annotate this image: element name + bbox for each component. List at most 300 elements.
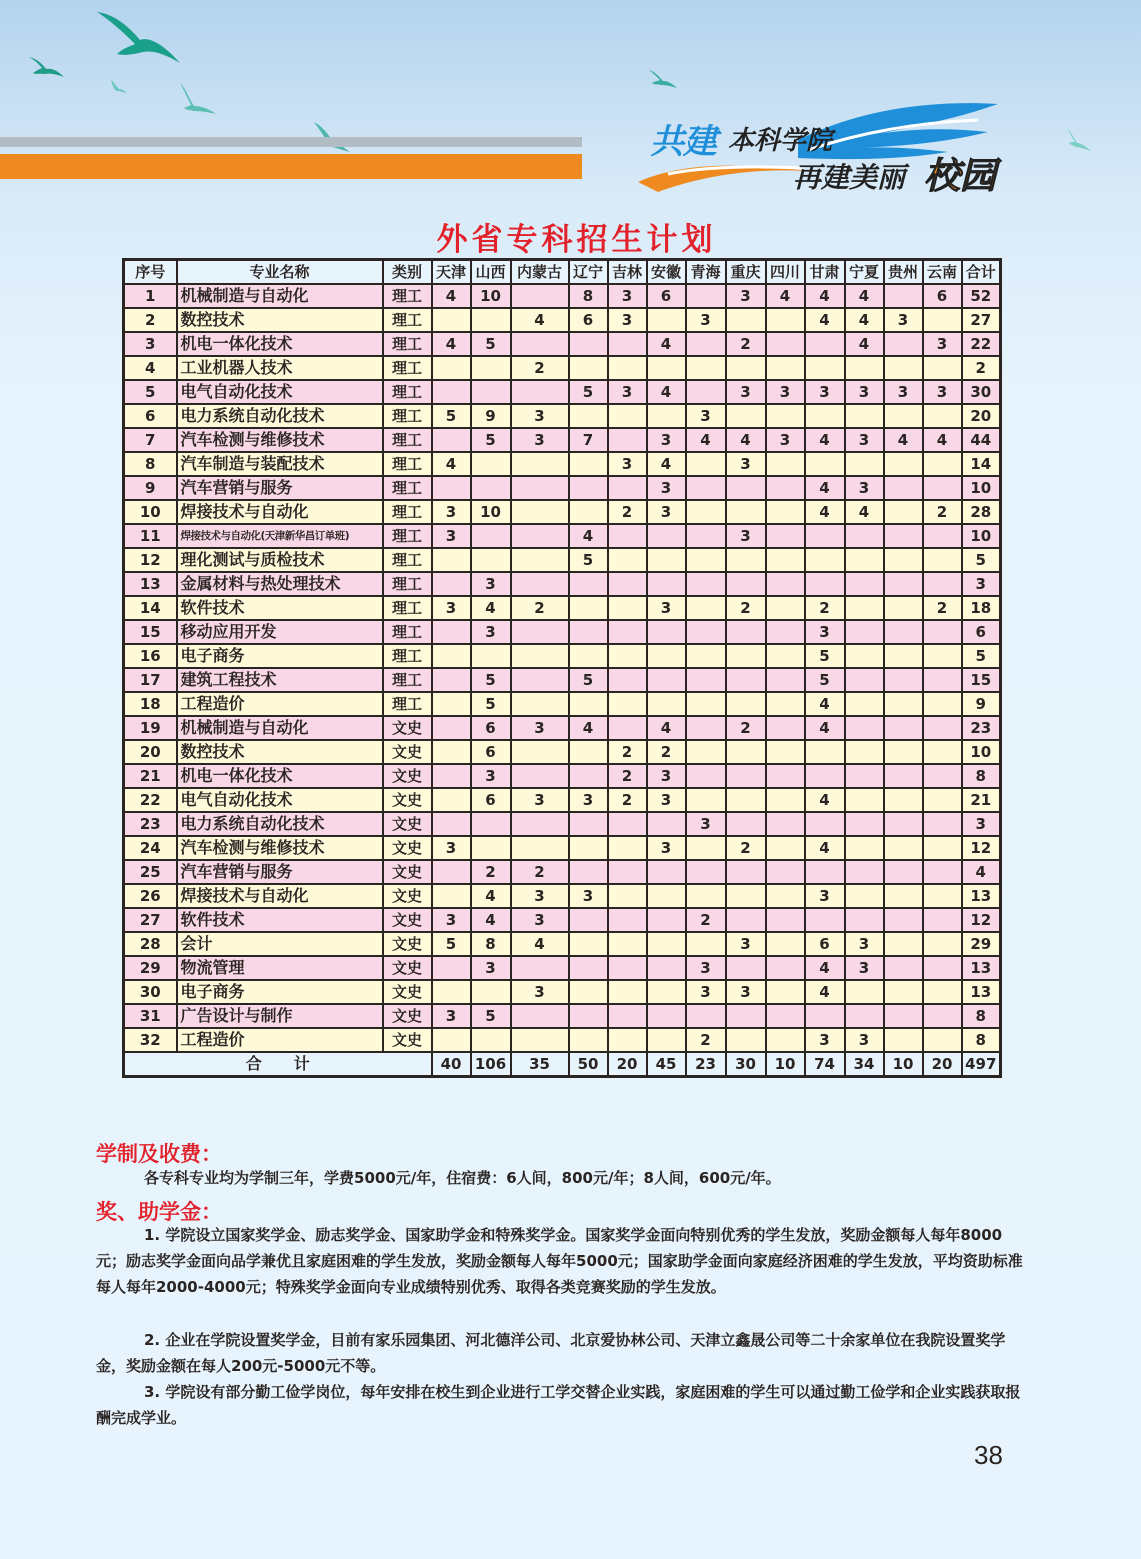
quota-cell [511,332,569,356]
column-header: 四川 [766,260,805,285]
quota-cell [608,476,647,500]
quota-cell [923,668,962,692]
quota-cell [766,452,805,476]
quota-cell: 5 [805,644,845,668]
major-name-cell: 金属材料与热处理技术 [177,572,383,596]
quota-cell [569,644,608,668]
quota-cell: 4 [805,500,845,524]
quota-cell: 3 [511,884,569,908]
quota-cell: 2 [647,740,686,764]
column-total-cell: 10 [884,1052,923,1077]
quota-cell: 3 [686,980,726,1004]
row-total-cell: 5 [962,548,1001,572]
quota-cell [432,308,471,332]
quota-cell [686,764,726,788]
quota-cell [884,332,923,356]
row-total-cell: 6 [962,620,1001,644]
quota-cell [647,356,686,380]
row-number-cell: 2 [124,308,177,332]
quota-cell: 5 [471,428,511,452]
logo-accent-text-2: 校园 [924,156,997,197]
quota-cell: 4 [845,284,884,308]
table-row [124,644,1001,668]
quota-cell [686,284,726,308]
row-number-cell: 17 [124,668,177,692]
column-total-cell: 10 [766,1052,805,1077]
quota-cell [766,980,805,1004]
category-cell: 理工 [383,620,432,644]
category-cell: 文史 [383,980,432,1004]
table-row [124,980,1001,1004]
quota-cell: 10 [471,500,511,524]
quota-cell [766,668,805,692]
quota-cell [569,332,608,356]
quota-cell [923,644,962,668]
column-header: 序号 [124,260,177,285]
quota-cell [471,356,511,380]
quota-cell: 2 [511,860,569,884]
quota-cell [608,812,647,836]
quota-cell: 3 [923,332,962,356]
quota-cell [766,620,805,644]
row-number-cell: 13 [124,572,177,596]
quota-cell [647,956,686,980]
column-total-cell: 50 [569,1052,608,1077]
quota-cell [608,620,647,644]
quota-cell [845,740,884,764]
quota-cell [766,500,805,524]
quota-cell [471,644,511,668]
quota-cell [511,812,569,836]
table-row [124,1004,1001,1028]
row-total-cell: 12 [962,908,1001,932]
category-cell: 理工 [383,332,432,356]
quota-cell [686,332,726,356]
quota-cell [726,356,766,380]
major-name-cell: 工程造价 [177,692,383,716]
quota-cell [647,1004,686,1028]
row-total-cell: 10 [962,476,1001,500]
quota-cell: 3 [845,932,884,956]
row-total-cell: 14 [962,452,1001,476]
seagull-icon [1065,125,1093,153]
quota-cell: 4 [511,932,569,956]
quota-cell [805,860,845,884]
major-name-cell: 汽车营销与服务 [177,476,383,500]
quota-cell: 3 [884,308,923,332]
row-number-cell: 11 [124,524,177,548]
table-row [124,788,1001,812]
quota-cell [647,932,686,956]
quota-cell: 2 [608,500,647,524]
category-cell: 理工 [383,524,432,548]
quota-cell [726,308,766,332]
quota-cell [845,596,884,620]
major-name-cell: 建筑工程技术 [177,668,383,692]
quota-cell: 3 [432,500,471,524]
quota-cell: 3 [511,428,569,452]
table-row [124,932,1001,956]
quota-cell [845,620,884,644]
logo-accent-text-1: 共建 [650,122,716,162]
quota-cell [511,380,569,404]
quota-cell [726,620,766,644]
quota-cell: 5 [569,548,608,572]
quota-cell [884,572,923,596]
quota-cell [511,620,569,644]
column-total-cell: 497 [962,1052,1001,1077]
quota-cell: 3 [805,884,845,908]
quota-cell [511,548,569,572]
quota-cell [884,860,923,884]
category-cell: 文史 [383,836,432,860]
quota-cell: 2 [686,1028,726,1052]
quota-cell: 2 [686,908,726,932]
quota-cell: 6 [923,284,962,308]
quota-cell [432,476,471,500]
quota-cell [923,932,962,956]
quota-cell [923,956,962,980]
quota-cell: 2 [608,788,647,812]
major-name-cell: 汽车检测与维修技术 [177,428,383,452]
quota-cell: 4 [805,788,845,812]
quota-cell: 3 [686,308,726,332]
quota-cell: 2 [511,596,569,620]
quota-cell: 5 [569,668,608,692]
quota-cell [647,572,686,596]
table-row [124,284,1001,308]
quota-cell [511,836,569,860]
quota-cell [647,620,686,644]
major-name-cell: 会计 [177,932,383,956]
quota-cell [686,524,726,548]
quota-cell: 3 [845,380,884,404]
quota-cell: 2 [726,596,766,620]
quota-cell: 8 [569,284,608,308]
quota-cell [569,764,608,788]
quota-cell: 2 [608,740,647,764]
quota-cell [686,668,726,692]
row-number-cell: 32 [124,1028,177,1052]
quota-cell [686,596,726,620]
quota-cell: 3 [471,956,511,980]
quota-cell [569,836,608,860]
quota-cell [608,644,647,668]
quota-cell [511,668,569,692]
major-name-cell: 理化测试与质检技术 [177,548,383,572]
quota-cell [923,476,962,500]
table-row [124,908,1001,932]
quota-cell: 4 [845,308,884,332]
quota-cell [432,644,471,668]
quota-cell: 6 [471,740,511,764]
table-row [124,572,1001,596]
quota-cell: 3 [726,380,766,404]
quota-cell [511,452,569,476]
quota-cell: 3 [471,620,511,644]
quota-cell: 4 [647,380,686,404]
quota-cell [432,356,471,380]
quota-cell [471,548,511,572]
row-number-cell: 20 [124,740,177,764]
column-header: 合计 [962,260,1001,285]
quota-cell [432,668,471,692]
quota-cell: 4 [511,308,569,332]
quota-cell [686,548,726,572]
row-number-cell: 24 [124,836,177,860]
row-total-cell: 15 [962,668,1001,692]
quota-cell [805,812,845,836]
quota-cell [432,572,471,596]
category-cell: 理工 [383,476,432,500]
quota-cell: 3 [884,380,923,404]
quota-cell [686,716,726,740]
row-number-cell: 14 [124,596,177,620]
quota-cell [608,572,647,596]
quota-cell [766,1004,805,1028]
quota-cell: 5 [805,668,845,692]
row-number-cell: 28 [124,932,177,956]
quota-cell [471,476,511,500]
row-total-cell: 44 [962,428,1001,452]
column-header: 专业名称 [177,260,383,285]
quota-cell [845,644,884,668]
total-label: 合 计 [124,1052,432,1077]
column-header: 青海 [686,260,726,285]
major-name-cell: 广告设计与制作 [177,1004,383,1028]
quota-cell: 5 [471,332,511,356]
row-number-cell: 31 [124,1004,177,1028]
table-row [124,740,1001,764]
quota-cell [608,428,647,452]
quota-cell [923,884,962,908]
quota-cell [766,356,805,380]
quota-cell [686,476,726,500]
column-total-cell: 74 [805,1052,845,1077]
row-total-cell: 3 [962,812,1001,836]
quota-cell [884,836,923,860]
row-total-cell: 13 [962,980,1001,1004]
quota-cell: 3 [805,1028,845,1052]
quota-cell [686,500,726,524]
header-orange-stripe [0,154,582,179]
quota-cell: 3 [805,620,845,644]
quota-cell: 3 [726,980,766,1004]
major-name-cell: 焊接技术与自动化 [177,884,383,908]
quota-cell [726,884,766,908]
row-total-cell: 29 [962,932,1001,956]
category-cell: 文史 [383,1004,432,1028]
table-row [124,1028,1001,1052]
major-name-cell: 机械制造与自动化 [177,284,383,308]
quota-cell: 3 [766,428,805,452]
major-name-cell: 汽车营销与服务 [177,860,383,884]
quota-cell [766,860,805,884]
row-total-cell: 22 [962,332,1001,356]
quota-cell [647,980,686,1004]
row-total-cell: 12 [962,836,1001,860]
quota-cell: 3 [845,956,884,980]
major-name-cell: 焊接技术与自动化 [177,500,383,524]
row-total-cell: 3 [962,572,1001,596]
row-total-cell: 10 [962,524,1001,548]
table-row [124,836,1001,860]
table-row [124,668,1001,692]
row-total-cell: 13 [962,956,1001,980]
row-total-cell: 21 [962,788,1001,812]
quota-cell [432,548,471,572]
quota-cell [805,1004,845,1028]
quota-cell: 4 [805,716,845,740]
quota-cell: 3 [845,476,884,500]
quota-cell [511,644,569,668]
quota-cell [766,932,805,956]
major-name-cell: 机械制造与自动化 [177,716,383,740]
major-name-cell: 电子商务 [177,644,383,668]
quota-cell [805,548,845,572]
major-name-cell: 汽车检测与维修技术 [177,836,383,860]
major-name-cell: 电气自动化技术 [177,788,383,812]
table-row [124,476,1001,500]
row-number-cell: 9 [124,476,177,500]
row-total-cell: 4 [962,860,1001,884]
quota-cell: 4 [686,428,726,452]
table-row [124,716,1001,740]
quota-cell [766,908,805,932]
category-cell: 理工 [383,308,432,332]
quota-cell [845,452,884,476]
quota-cell [569,404,608,428]
column-header: 天津 [432,260,471,285]
quota-cell [608,668,647,692]
major-name-cell: 物流管理 [177,956,383,980]
quota-cell [686,644,726,668]
quota-cell [845,524,884,548]
quota-cell [766,836,805,860]
row-total-cell: 8 [962,1004,1001,1028]
quota-cell [766,1028,805,1052]
column-header: 贵州 [884,260,923,285]
quota-cell [845,404,884,428]
fees-heading: 学制及收费： [96,1142,222,1166]
quota-cell [923,356,962,380]
table-header-row [124,260,1001,285]
quota-cell [432,620,471,644]
quota-cell [923,836,962,860]
table-row [124,452,1001,476]
quota-cell [686,356,726,380]
quota-cell: 4 [845,332,884,356]
quota-cell [726,476,766,500]
quota-cell [647,524,686,548]
row-number-cell: 6 [124,404,177,428]
quota-cell: 3 [647,596,686,620]
column-header: 内蒙古 [511,260,569,285]
quota-cell: 4 [647,716,686,740]
quota-cell [471,980,511,1004]
quota-cell [845,764,884,788]
major-name-cell: 汽车制造与装配技术 [177,452,383,476]
quota-cell [766,476,805,500]
category-cell: 文史 [383,956,432,980]
table-row [124,524,1001,548]
quota-cell [569,692,608,716]
column-header: 云南 [923,260,962,285]
table-row [124,812,1001,836]
quota-cell: 10 [471,284,511,308]
quota-cell [884,1028,923,1052]
quota-cell: 4 [471,884,511,908]
row-total-cell: 23 [962,716,1001,740]
category-cell: 文史 [383,740,432,764]
quota-cell: 3 [647,476,686,500]
quota-cell [686,836,726,860]
quota-cell [884,812,923,836]
row-number-cell: 15 [124,620,177,644]
quota-cell [569,572,608,596]
quota-cell [923,716,962,740]
quota-cell [884,716,923,740]
quota-cell [766,812,805,836]
quota-cell [569,596,608,620]
column-header: 辽宁 [569,260,608,285]
quota-cell: 2 [511,356,569,380]
quota-cell [845,860,884,884]
table-row [124,884,1001,908]
quota-cell [471,380,511,404]
quota-cell: 5 [471,668,511,692]
quota-cell [432,956,471,980]
quota-cell [471,308,511,332]
row-total-cell: 28 [962,500,1001,524]
quota-cell [569,932,608,956]
quota-cell [432,860,471,884]
table-row [124,308,1001,332]
quota-cell: 4 [805,956,845,980]
quota-cell [845,692,884,716]
quota-cell [845,548,884,572]
quota-cell [884,884,923,908]
campus-slogan-logo [628,100,1038,200]
quota-cell [432,764,471,788]
column-header: 山西 [471,260,511,285]
row-number-cell: 3 [124,332,177,356]
seagull-icon [648,68,678,90]
quota-cell [726,644,766,668]
row-total-cell: 9 [962,692,1001,716]
quota-cell [569,860,608,884]
quota-cell [569,908,608,932]
quota-cell: 3 [686,404,726,428]
quota-cell: 4 [805,980,845,1004]
quota-cell [845,812,884,836]
quota-cell [766,332,805,356]
quota-cell [884,788,923,812]
quota-cell [471,1028,511,1052]
quota-cell: 8 [471,932,511,956]
table-row [124,860,1001,884]
column-total-cell: 106 [471,1052,511,1077]
quota-cell [766,644,805,668]
quota-cell [884,668,923,692]
quota-cell: 4 [805,692,845,716]
quota-cell [686,620,726,644]
quota-cell [845,572,884,596]
quota-cell [923,548,962,572]
quota-cell [647,668,686,692]
quota-cell [608,692,647,716]
major-name-cell: 工业机器人技术 [177,356,383,380]
